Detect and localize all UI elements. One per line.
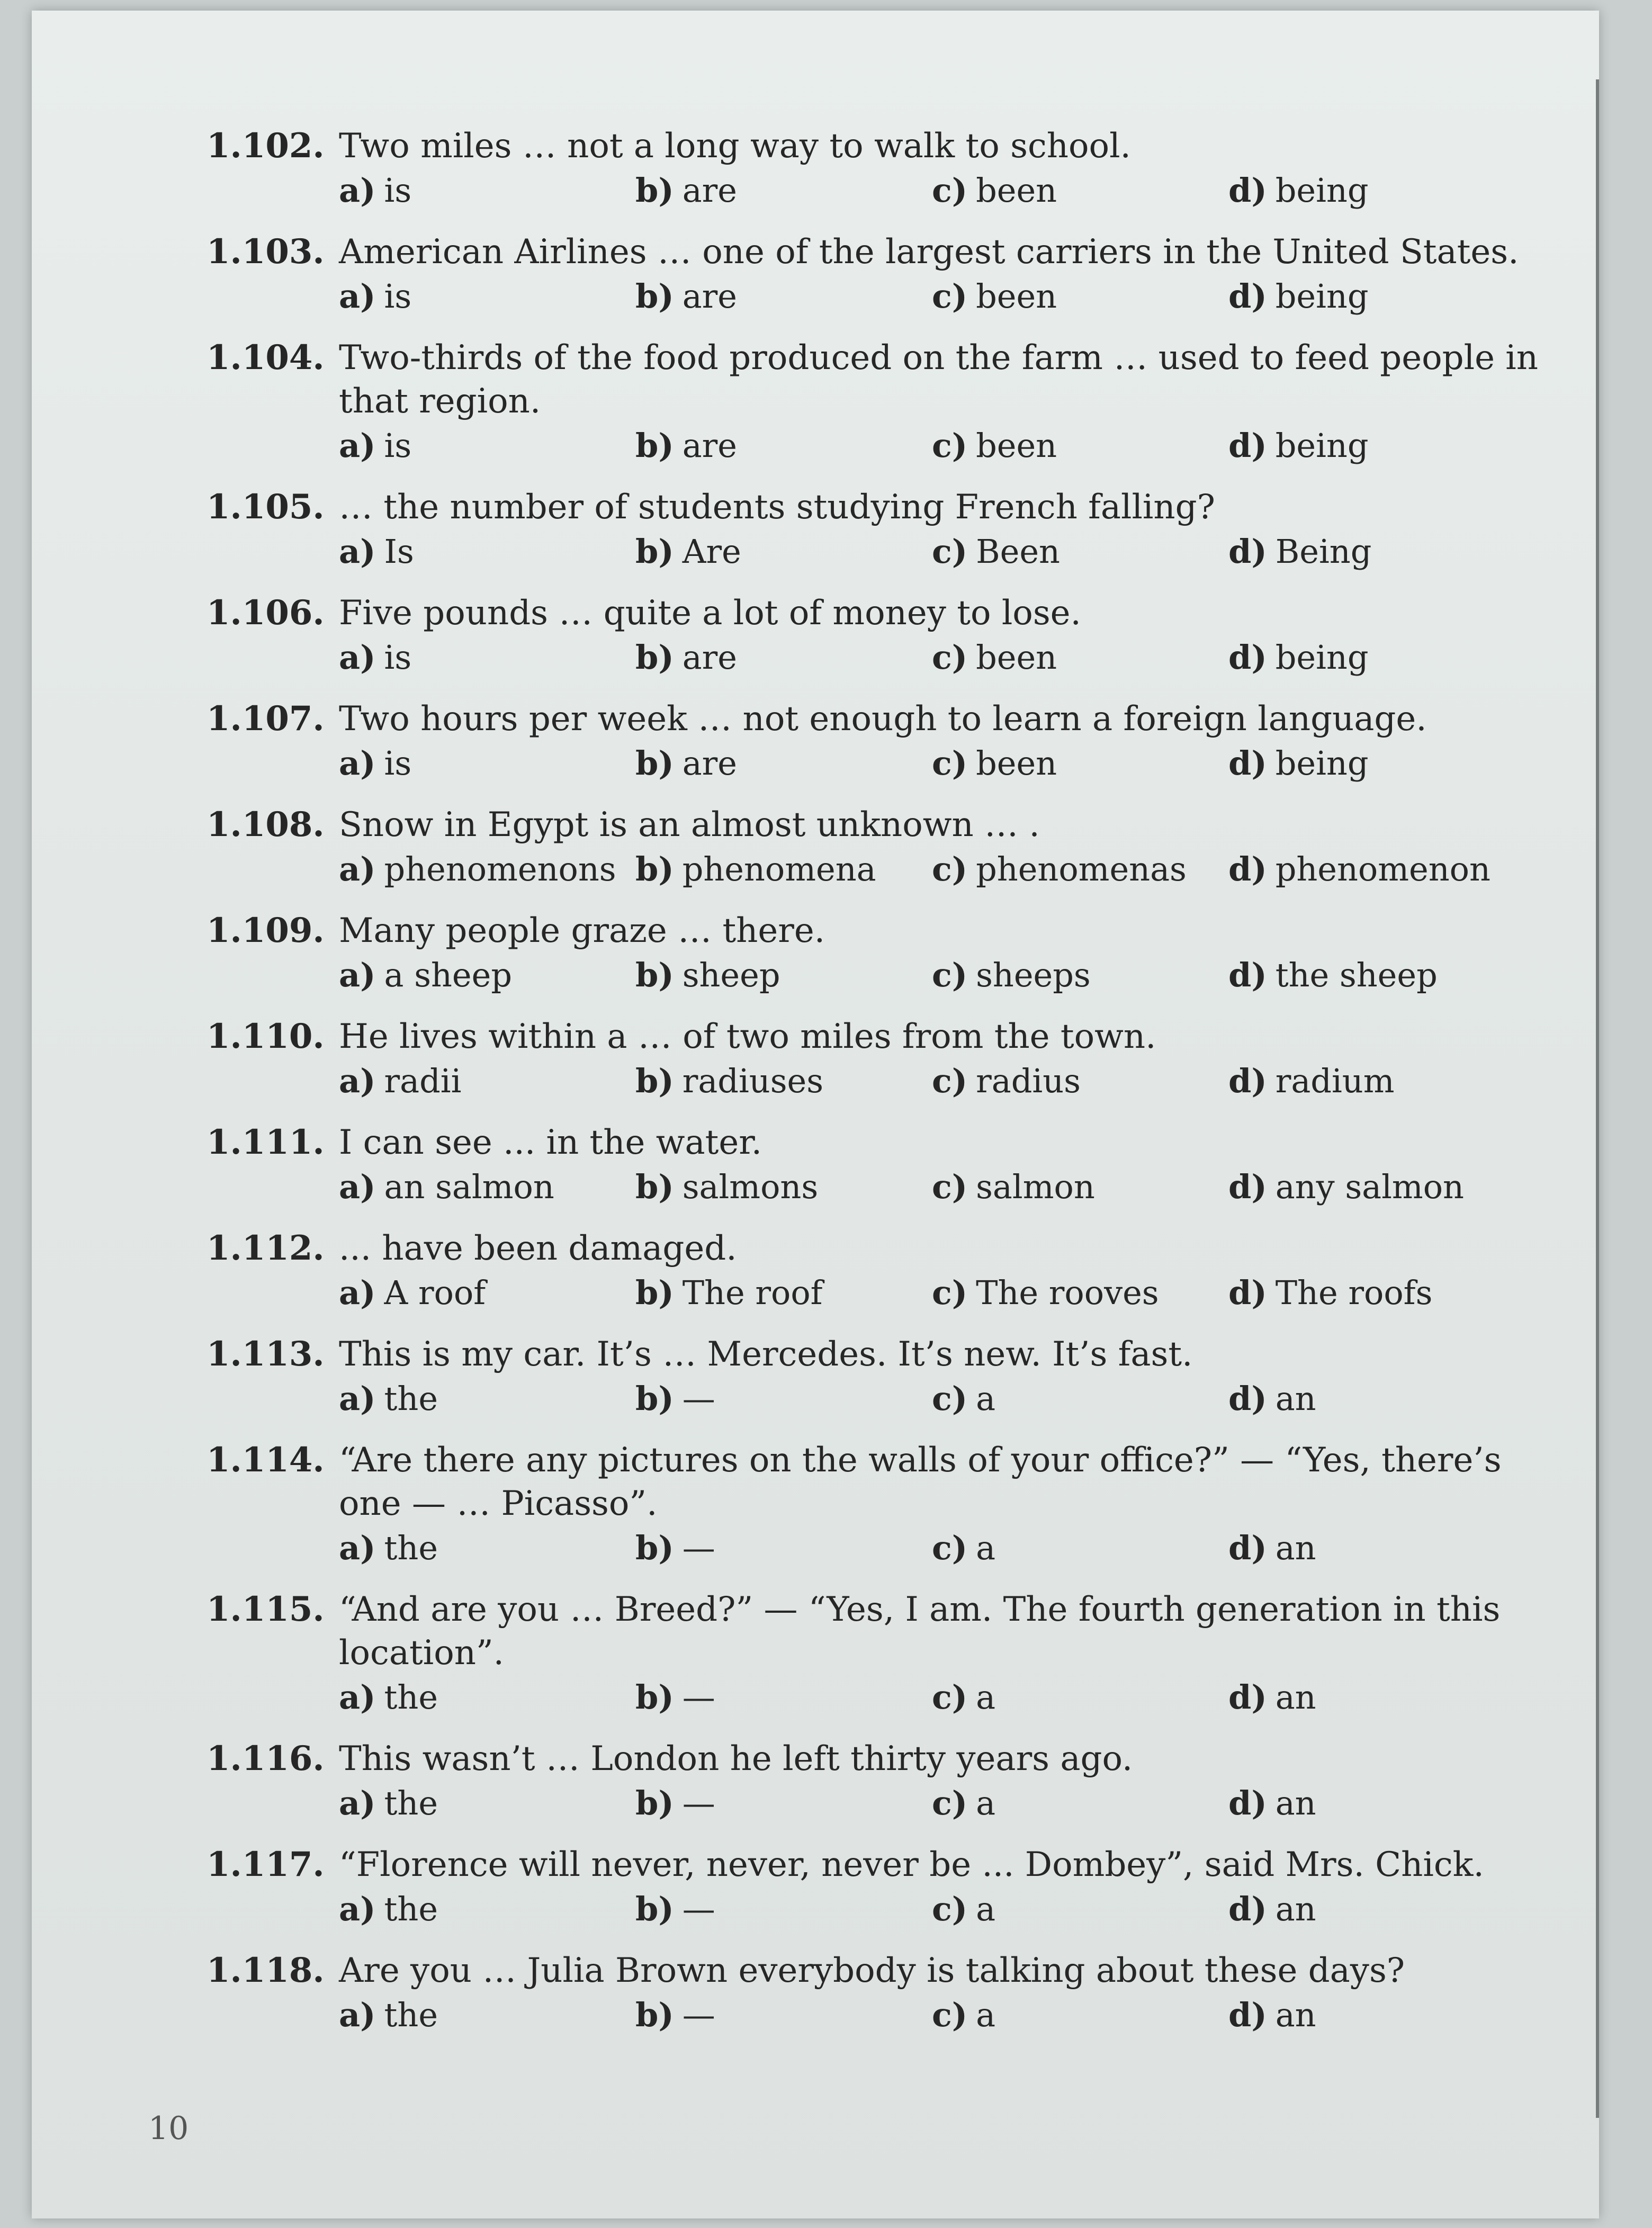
option-text: the	[384, 1379, 438, 1418]
option-text: an	[1275, 1529, 1316, 1567]
question-item	[206, 909, 1562, 998]
option-letter: c)	[932, 426, 968, 465]
question-line	[206, 591, 1562, 635]
question-item	[206, 1333, 1562, 1422]
question-line	[206, 1333, 1562, 1376]
question-text: American Airlines … one of the largest carriers in the United States.	[339, 232, 1519, 272]
question-item	[206, 1949, 1562, 2038]
option-text: being	[1275, 638, 1369, 677]
answer-option	[635, 1376, 932, 1422]
option-letter: c)	[932, 744, 968, 783]
answer-option	[339, 1525, 635, 1571]
question-number: 1.105.	[206, 487, 325, 527]
question-number: 1.118.	[206, 1951, 325, 1990]
option-letter: c)	[932, 277, 968, 316]
answer-option	[932, 953, 1228, 998]
option-text: is	[384, 638, 412, 677]
question-text: I can see ... in the water.	[339, 1123, 762, 1162]
question-item	[206, 1737, 1562, 1826]
answer-option	[932, 1525, 1228, 1571]
option-text: a	[976, 1890, 996, 1928]
option-text: the	[384, 1784, 438, 1822]
option-text: the sheep	[1275, 956, 1438, 994]
option-letter: a)	[339, 956, 376, 994]
question-number: 1.104.	[206, 338, 325, 378]
option-letter: d)	[1228, 1529, 1267, 1567]
question-text: Snow in Egypt is an almost unknown … .	[339, 805, 1040, 845]
answer-options	[339, 1992, 1562, 2038]
option-letter: d)	[1228, 956, 1267, 994]
question-text: This wasn’t … London he left thirty years ago.	[339, 1739, 1133, 1778]
answer-option	[932, 1058, 1228, 1104]
option-text: are	[682, 744, 737, 783]
answer-option	[635, 168, 932, 213]
answer-option	[1228, 1992, 1316, 2038]
answer-option	[932, 274, 1228, 319]
option-letter: d)	[1228, 1273, 1267, 1312]
option-text: a	[976, 1529, 996, 1567]
option-text: salmon	[976, 1167, 1095, 1206]
answer-option	[635, 1525, 932, 1571]
option-text: phenomenons	[384, 850, 616, 888]
option-letter: b)	[635, 1529, 674, 1567]
question-line	[206, 1121, 1562, 1164]
answer-option	[635, 1164, 932, 1210]
answer-option	[635, 1270, 932, 1316]
answer-options	[339, 529, 1562, 574]
answer-option	[339, 1886, 635, 1932]
option-letter: b)	[635, 171, 674, 210]
option-letter: c)	[932, 1784, 968, 1822]
option-letter: a)	[339, 1167, 376, 1206]
option-letter: c)	[932, 1890, 968, 1928]
answer-option	[635, 741, 932, 786]
answer-option	[339, 741, 635, 786]
option-text: a	[976, 1996, 996, 2034]
answer-option	[339, 529, 635, 574]
question-text: “And are you … Breed?” — “Yes, I am. The fourth generation in this location”.	[339, 1590, 1501, 1673]
option-text: an	[1275, 1379, 1316, 1418]
option-text: been	[976, 638, 1057, 677]
option-text: been	[976, 171, 1057, 210]
option-letter: b)	[635, 956, 674, 994]
answer-option	[1228, 1376, 1316, 1422]
answer-options	[339, 1525, 1562, 1571]
option-text: a	[976, 1678, 996, 1717]
option-text: an	[1275, 1996, 1316, 2034]
question-number: 1.107.	[206, 699, 325, 739]
answer-option	[339, 1164, 635, 1210]
option-text: radius	[976, 1062, 1081, 1100]
option-letter: a)	[339, 532, 376, 571]
answer-option	[932, 847, 1228, 892]
question-number: 1.106.	[206, 593, 325, 633]
question-number: 1.112.	[206, 1228, 325, 1268]
option-text: —	[682, 1784, 715, 1822]
option-letter: b)	[635, 638, 674, 677]
option-text: phenomenas	[976, 850, 1187, 888]
question-item	[206, 697, 1562, 786]
option-letter: c)	[932, 850, 968, 888]
option-letter: d)	[1228, 1062, 1267, 1100]
question-number: 1.110.	[206, 1017, 325, 1056]
option-letter: b)	[635, 1062, 674, 1100]
question-line	[206, 1015, 1562, 1058]
answer-option	[932, 423, 1228, 469]
answer-option	[1228, 1886, 1316, 1932]
option-text: been	[976, 744, 1057, 783]
answer-option	[339, 1992, 635, 2038]
answer-option	[635, 529, 932, 574]
answer-option	[932, 1992, 1228, 2038]
answer-option	[932, 1781, 1228, 1826]
option-text: are	[682, 171, 737, 210]
option-letter: d)	[1228, 426, 1267, 465]
option-text: The roofs	[1275, 1273, 1433, 1312]
question-text: “Are there any pictures on the walls of your office?” — “Yes, there’s one — … Picasso”.	[339, 1441, 1502, 1523]
question-line	[206, 803, 1562, 847]
question-item	[206, 1439, 1562, 1571]
answer-option	[635, 1675, 932, 1720]
question-item	[206, 803, 1562, 892]
answer-option	[932, 1164, 1228, 1210]
answer-option	[1228, 1270, 1432, 1316]
question-number: 1.115.	[206, 1589, 325, 1629]
question-number: 1.111.	[206, 1122, 325, 1162]
option-text: an	[1275, 1678, 1316, 1717]
option-text: Been	[976, 532, 1060, 571]
option-text: is	[384, 426, 412, 465]
answer-option	[339, 274, 635, 319]
option-letter: c)	[932, 1062, 968, 1100]
option-text: any salmon	[1275, 1167, 1464, 1206]
question-item	[206, 591, 1562, 680]
option-letter: a)	[339, 744, 376, 783]
option-letter: c)	[932, 1529, 968, 1567]
option-letter: b)	[635, 1273, 674, 1312]
option-letter: d)	[1228, 171, 1267, 210]
option-text: is	[384, 744, 412, 783]
answer-option	[1228, 741, 1369, 786]
option-text: a	[976, 1784, 996, 1822]
answer-option	[635, 274, 932, 319]
option-text: an salmon	[384, 1167, 554, 1206]
question-text: Two hours per week … not enough to learn a foreign language.	[339, 699, 1427, 739]
answer-option	[339, 1376, 635, 1422]
option-letter: a)	[339, 1529, 376, 1567]
option-letter: a)	[339, 426, 376, 465]
option-letter: d)	[1228, 744, 1267, 783]
option-letter: b)	[635, 1996, 674, 2034]
option-letter: d)	[1228, 277, 1267, 316]
answer-option	[635, 635, 932, 680]
question-number: 1.103.	[206, 232, 325, 272]
answer-option	[1228, 274, 1369, 319]
option-letter: a)	[339, 1784, 376, 1822]
answer-option	[1228, 953, 1438, 998]
option-letter: a)	[339, 638, 376, 677]
option-letter: d)	[1228, 1167, 1267, 1206]
option-letter: d)	[1228, 850, 1267, 888]
option-letter: c)	[932, 1996, 968, 2034]
page-edge	[1596, 79, 1599, 2118]
question-number: 1.113.	[206, 1334, 325, 1374]
option-letter: b)	[635, 532, 674, 571]
answer-options	[339, 423, 1562, 469]
question-item	[206, 336, 1562, 469]
option-text: —	[682, 1996, 715, 2034]
option-letter: a)	[339, 1062, 376, 1100]
option-letter: c)	[932, 1273, 968, 1312]
answer-option	[339, 635, 635, 680]
option-text: being	[1275, 277, 1369, 316]
option-text: being	[1275, 171, 1369, 210]
answer-option	[635, 953, 932, 998]
option-text: are	[682, 426, 737, 465]
answer-options	[339, 168, 1562, 213]
answer-option	[932, 168, 1228, 213]
question-item	[206, 1588, 1562, 1720]
option-letter: c)	[932, 532, 968, 571]
option-text: a sheep	[384, 956, 513, 994]
option-letter: b)	[635, 1379, 674, 1418]
question-number: 1.109.	[206, 911, 325, 950]
question-text: Two miles … not a long way to walk to school.	[339, 127, 1131, 166]
option-letter: a)	[339, 171, 376, 210]
option-text: The roof	[682, 1273, 823, 1312]
option-letter: d)	[1228, 638, 1267, 677]
question-line	[206, 486, 1562, 529]
question-text: ... have been damaged.	[339, 1229, 737, 1268]
question-number: 1.117.	[206, 1845, 325, 1884]
answer-option	[635, 1886, 932, 1932]
option-text: being	[1275, 744, 1369, 783]
question-item	[206, 1015, 1562, 1104]
answer-option	[1228, 635, 1369, 680]
answer-option	[339, 847, 635, 892]
option-letter: a)	[339, 1273, 376, 1312]
answer-option	[339, 1781, 635, 1826]
option-letter: d)	[1228, 1379, 1267, 1418]
option-letter: a)	[339, 1379, 376, 1418]
option-letter: b)	[635, 744, 674, 783]
answer-option	[635, 423, 932, 469]
answer-options	[339, 1675, 1562, 1720]
question-line	[206, 124, 1562, 168]
option-letter: c)	[932, 1379, 968, 1418]
option-text: radiuses	[682, 1062, 824, 1100]
option-text: A roof	[384, 1273, 486, 1312]
option-text: radium	[1275, 1062, 1395, 1100]
answer-option	[339, 953, 635, 998]
answer-option	[1228, 1781, 1316, 1826]
option-text: are	[682, 638, 737, 677]
option-letter: d)	[1228, 1784, 1267, 1822]
question-number: 1.116.	[206, 1739, 325, 1778]
option-text: being	[1275, 426, 1369, 465]
answer-option	[339, 1270, 635, 1316]
option-text: the	[384, 1529, 438, 1567]
answer-options	[339, 847, 1562, 892]
option-letter: c)	[932, 956, 968, 994]
question-line	[206, 230, 1562, 274]
answer-option	[339, 1058, 635, 1104]
answer-option	[932, 529, 1228, 574]
answer-options	[339, 274, 1562, 319]
question-line	[206, 1439, 1562, 1525]
option-text: —	[682, 1890, 715, 1928]
answer-options	[339, 1376, 1562, 1422]
option-letter: c)	[932, 171, 968, 210]
answer-options	[339, 1058, 1562, 1104]
option-text: sheep	[682, 956, 780, 994]
question-text: Two-thirds of the food produced on the farm … used to feed people in that region.	[339, 338, 1538, 421]
question-text: “Florence will never, never, never be ... Dombey”, said Mrs. Chick.	[339, 1845, 1484, 1884]
option-text: The rooves	[976, 1273, 1159, 1312]
option-text: are	[682, 277, 737, 316]
answer-option	[932, 1675, 1228, 1720]
option-letter: a)	[339, 277, 376, 316]
option-letter: b)	[635, 426, 674, 465]
option-letter: b)	[635, 1784, 674, 1822]
answer-option	[1228, 168, 1369, 213]
option-text: been	[976, 277, 1057, 316]
question-item	[206, 1843, 1562, 1932]
answer-option	[932, 635, 1228, 680]
answer-options	[339, 953, 1562, 998]
option-text: is	[384, 277, 412, 316]
option-letter: b)	[635, 1167, 674, 1206]
option-letter: a)	[339, 1890, 376, 1928]
option-text: phenomenon	[1275, 850, 1491, 888]
option-text: a	[976, 1379, 996, 1418]
answer-options	[339, 1164, 1562, 1210]
option-letter: b)	[635, 850, 674, 888]
option-text: an	[1275, 1890, 1316, 1928]
question-number: 1.114.	[206, 1440, 325, 1480]
question-item	[206, 1121, 1562, 1210]
option-text: salmons	[682, 1167, 819, 1206]
question-item	[206, 486, 1562, 574]
question-text: … the number of students studying French falling?	[339, 488, 1215, 527]
option-text: an	[1275, 1784, 1316, 1822]
option-letter: d)	[1228, 1996, 1267, 2034]
question-list	[206, 124, 1562, 2055]
option-text: sheeps	[976, 956, 1091, 994]
option-letter: a)	[339, 1996, 376, 2034]
option-letter: a)	[339, 850, 376, 888]
answer-option	[635, 1058, 932, 1104]
question-text: Five pounds … quite a lot of money to lose.	[339, 594, 1081, 633]
answer-option	[932, 741, 1228, 786]
question-line	[206, 1737, 1562, 1781]
question-line	[206, 1843, 1562, 1886]
question-text: Are you … Julia Brown everybody is talking about these days?	[339, 1951, 1405, 1990]
page-number: 10	[148, 2110, 189, 2147]
question-line	[206, 909, 1562, 953]
question-line	[206, 1949, 1562, 1992]
answer-options	[339, 1886, 1562, 1932]
answer-options	[339, 741, 1562, 786]
option-text: the	[384, 1996, 438, 2034]
answer-option	[635, 1992, 932, 2038]
option-letter: b)	[635, 277, 674, 316]
question-line	[206, 336, 1562, 423]
option-letter: d)	[1228, 532, 1267, 571]
option-text: the	[384, 1890, 438, 1928]
answer-option	[1228, 1164, 1464, 1210]
answer-option	[932, 1886, 1228, 1932]
option-text: is	[384, 171, 412, 210]
question-text: He lives within a … of two miles from the town.	[339, 1017, 1156, 1056]
answer-options	[339, 1781, 1562, 1826]
answer-options	[339, 1270, 1562, 1316]
answer-option	[1228, 847, 1491, 892]
option-text: —	[682, 1529, 715, 1567]
option-letter: a)	[339, 1678, 376, 1717]
option-text: radii	[384, 1062, 462, 1100]
option-text: phenomena	[682, 850, 876, 888]
option-text: Is	[384, 532, 414, 571]
option-letter: d)	[1228, 1678, 1267, 1717]
question-line	[206, 1227, 1562, 1270]
option-letter: d)	[1228, 1890, 1267, 1928]
question-text: Many people graze … there.	[339, 911, 825, 950]
answer-option	[339, 1675, 635, 1720]
option-letter: b)	[635, 1890, 674, 1928]
book-page	[32, 11, 1599, 2218]
question-line	[206, 697, 1562, 741]
option-text: Being	[1275, 532, 1372, 571]
answer-option	[1228, 1675, 1316, 1720]
answer-option	[635, 847, 932, 892]
option-letter: b)	[635, 1678, 674, 1717]
question-line	[206, 1588, 1562, 1675]
answer-option	[635, 1781, 932, 1826]
question-item	[206, 230, 1562, 319]
option-text: the	[384, 1678, 438, 1717]
answer-options	[339, 635, 1562, 680]
option-letter: c)	[932, 1167, 968, 1206]
option-text: —	[682, 1379, 715, 1418]
question-number: 1.102.	[206, 126, 325, 166]
answer-option	[339, 423, 635, 469]
option-text: —	[682, 1678, 715, 1717]
answer-option	[339, 168, 635, 213]
option-letter: c)	[932, 1678, 968, 1717]
answer-option	[932, 1270, 1228, 1316]
question-text: This is my car. It’s … Mercedes. It’s new. It’s fast.	[339, 1335, 1193, 1374]
answer-option	[1228, 1525, 1316, 1571]
answer-option	[1228, 423, 1369, 469]
option-letter: c)	[932, 638, 968, 677]
option-text: been	[976, 426, 1057, 465]
option-text: Are	[682, 532, 741, 571]
question-number: 1.108.	[206, 805, 325, 845]
question-item	[206, 1227, 1562, 1316]
answer-option	[932, 1376, 1228, 1422]
answer-option	[1228, 1058, 1395, 1104]
answer-option	[1228, 529, 1371, 574]
question-item	[206, 124, 1562, 213]
